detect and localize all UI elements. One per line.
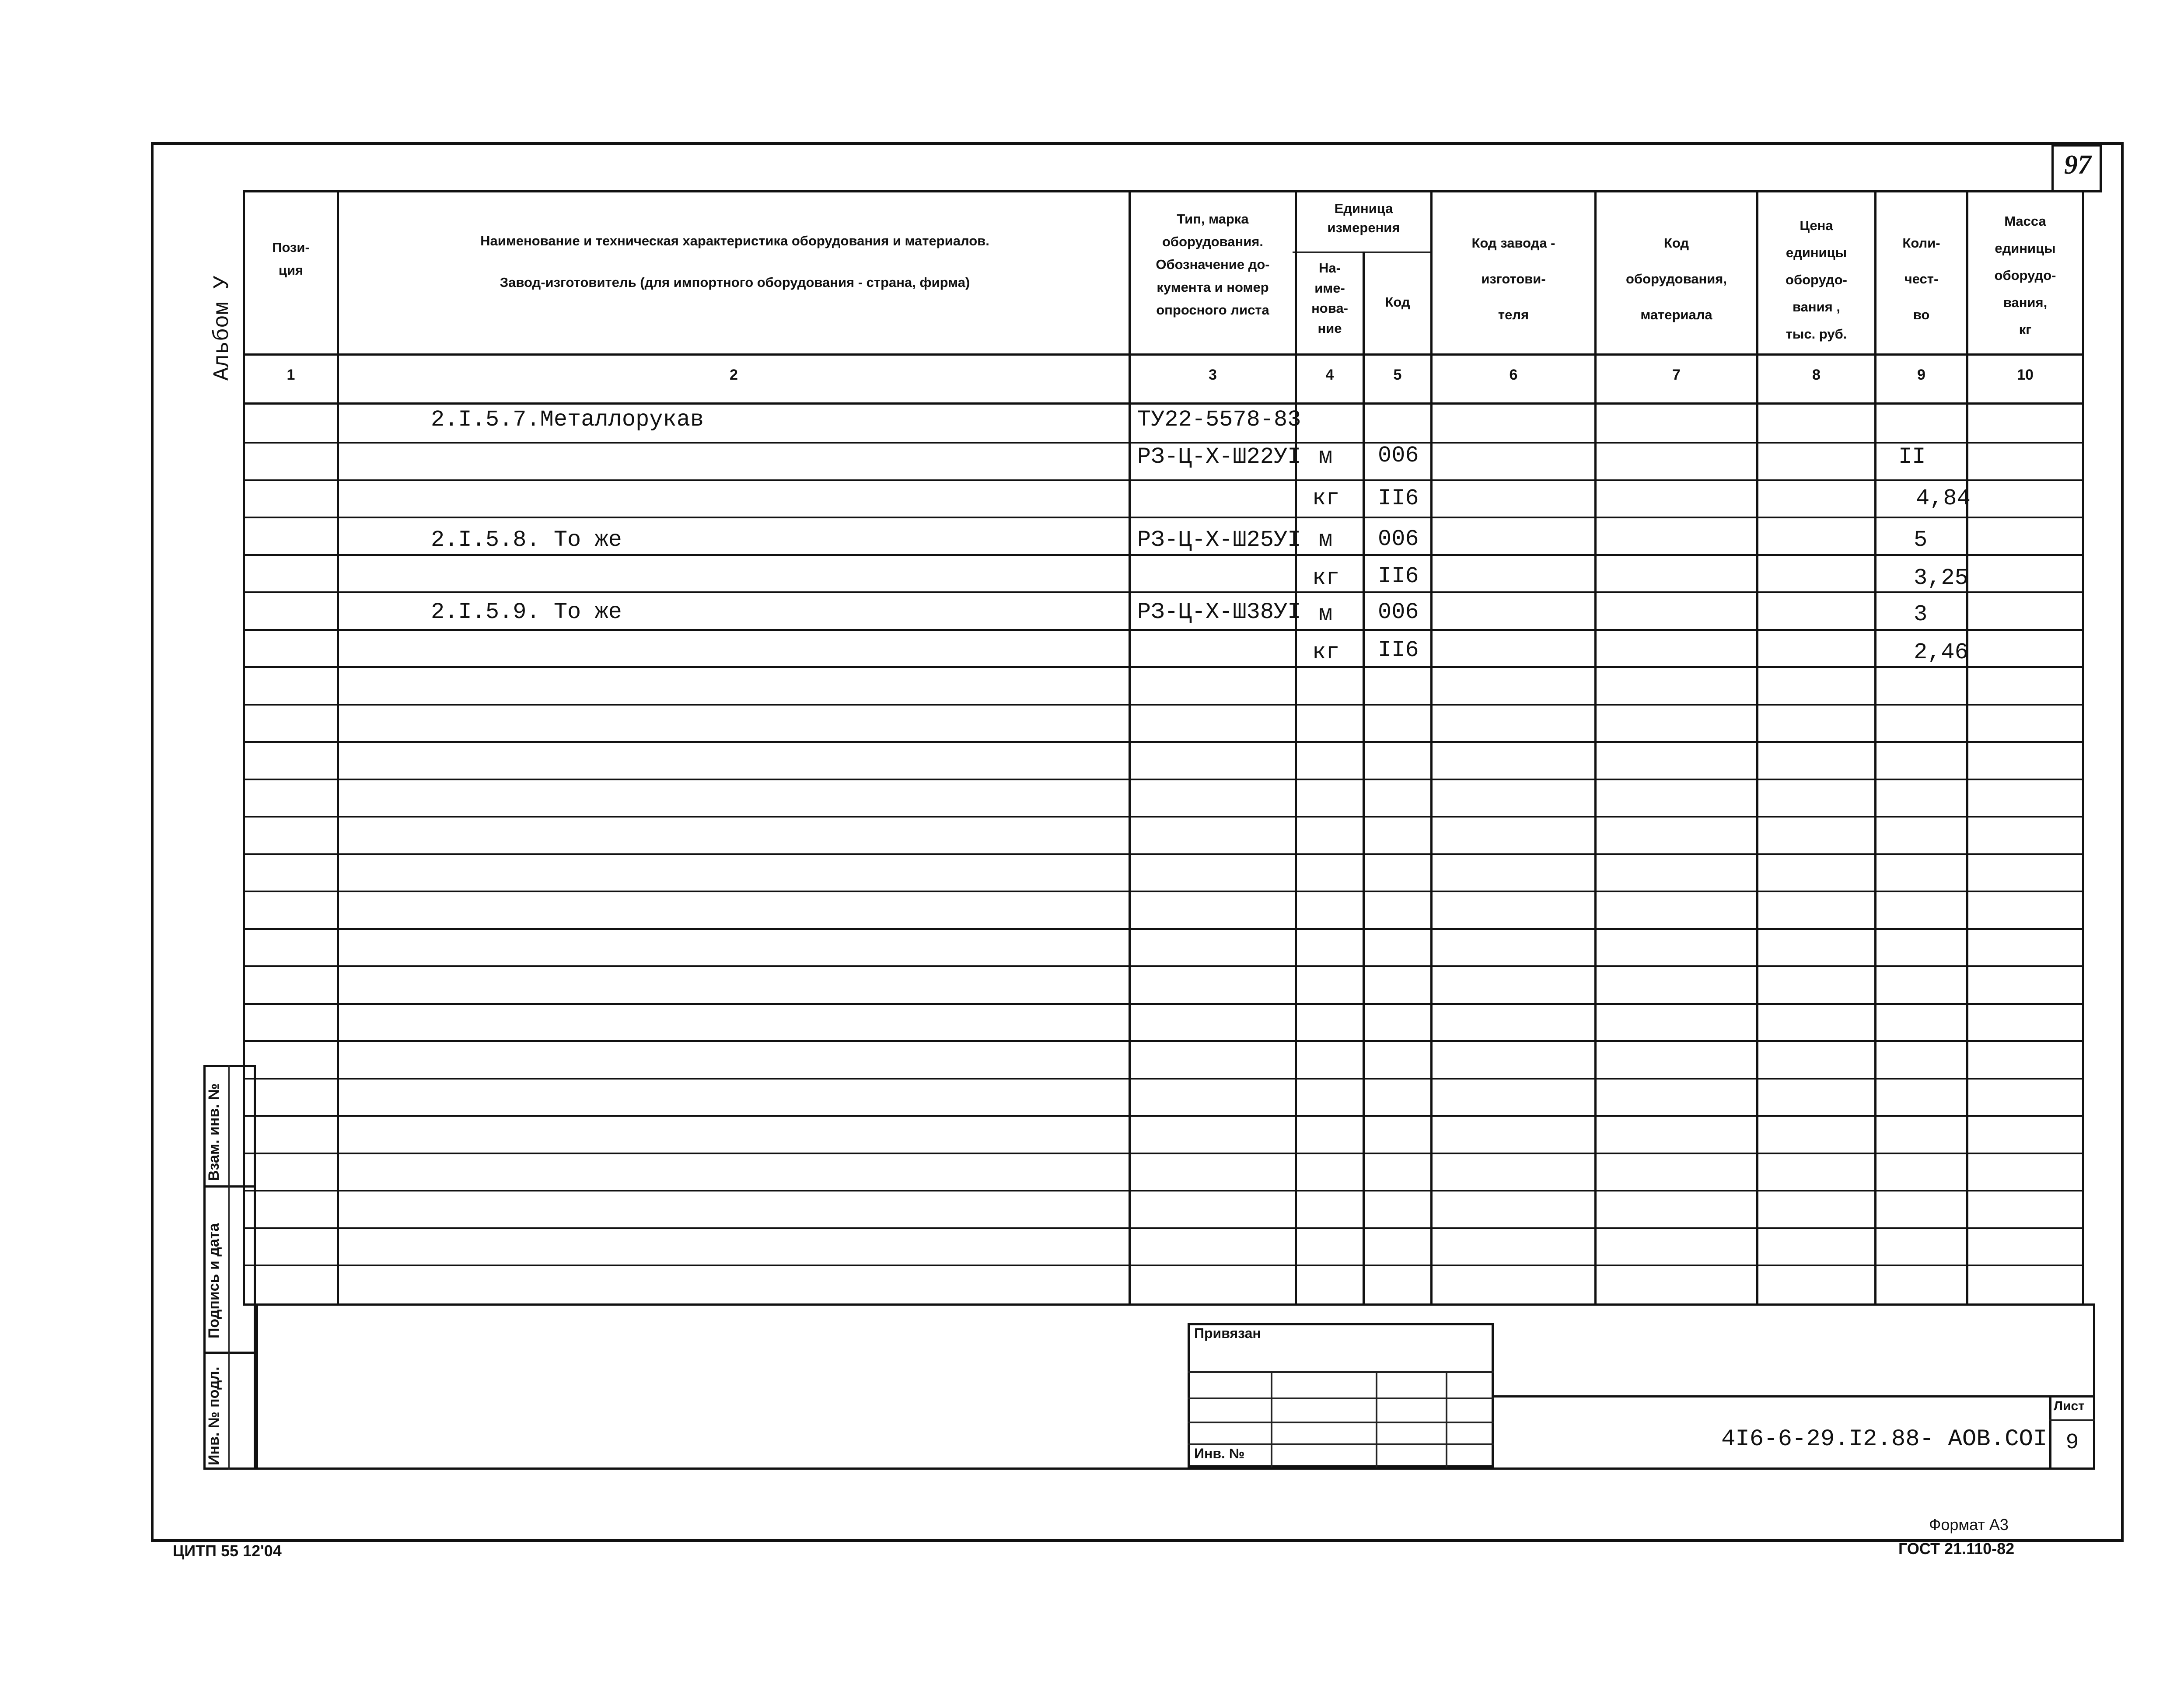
header-factory-code: Код завода - изготови- теля (1471, 235, 1555, 322)
row-2-type: РЗ-Ц-Х-Ш22УI (1137, 444, 1301, 470)
table-row-line (245, 591, 2084, 593)
table-row-line (245, 442, 2084, 444)
table-row-line (245, 779, 2084, 780)
row-3-code: II6 (1378, 486, 1419, 511)
header-unit-name: На- име- нова- ние (1311, 260, 1348, 336)
table-row-line (245, 853, 2084, 855)
table-row-line (245, 629, 2084, 631)
footer-format: Формат А3 (1929, 1516, 2009, 1534)
table-row-line (245, 1040, 2084, 1042)
colnum-5: 5 (1393, 367, 1402, 383)
row-2-code: 006 (1378, 443, 1419, 468)
stamp-line-2 (1188, 1398, 1494, 1399)
colnum-3: 3 (1209, 367, 1217, 383)
document-code: 4I6-6-29.I2.88- АОВ.СОI (1721, 1426, 2048, 1453)
table-row-line (245, 928, 2084, 930)
table-row-line (245, 891, 2084, 892)
row-2-qty: II (1898, 444, 1926, 470)
row-6-code: 006 (1378, 599, 1419, 625)
col-line-5 (1430, 190, 1433, 1306)
table-row-line (245, 965, 2084, 967)
table-row-line (245, 1003, 2084, 1005)
header-type: Тип, марка оборудования. Обозначение до- кумента и номер опросного листа (1156, 211, 1270, 318)
header-name-line2: Завод-изготовитель (для импортного оборудования - страна, фирма) (500, 275, 970, 290)
row-5-code: II6 (1378, 563, 1419, 589)
colnum-2: 2 (730, 367, 738, 383)
table-row-line (245, 741, 2084, 743)
col-line-2 (1129, 190, 1131, 1306)
colnum-10: 10 (2017, 367, 2034, 383)
row-6-unit: м (1319, 601, 1333, 627)
side-label-vzam: Взам. инв. № (206, 1083, 222, 1181)
row-5-qty: 3,25 (1914, 565, 1968, 591)
table-row-line (245, 1265, 2084, 1266)
list-label: Лист (2054, 1399, 2085, 1413)
row-4-qty: 5 (1914, 527, 1928, 553)
side-label-podpis: Подпись и дата (206, 1223, 222, 1338)
col-line-8 (1874, 190, 1876, 1306)
header-unit-group: Единица измерения (1327, 201, 1400, 235)
colnum-1: 1 (287, 367, 295, 383)
colnum-8: 8 (1812, 367, 1821, 383)
table-row-line (245, 816, 2084, 818)
list-number: 9 (2065, 1430, 2079, 1455)
row-6-qty: 3 (1914, 601, 1928, 627)
row-2-unit: м (1319, 444, 1333, 470)
table-row-line (245, 554, 2084, 556)
list-box-divider (2049, 1419, 2095, 1421)
table-row-line (245, 1078, 2084, 1080)
row-6-name: 2.I.5.9. То же (431, 599, 622, 625)
col-line-10 (2082, 190, 2084, 1306)
row-6-type: РЗ-Ц-Х-Ш38УI (1137, 599, 1301, 625)
header-mass: Масса единицы оборудо- вания, кг (1994, 213, 2056, 337)
row-4-name: 2.I.5.8. То же (431, 527, 622, 553)
row-7-code: II6 (1378, 637, 1419, 663)
stamp-line-3 (1188, 1422, 1494, 1423)
row-4-code: 006 (1378, 526, 1419, 552)
row-1-type: ТУ22-5578-83 (1137, 407, 1301, 433)
stamp-line-4 (1188, 1443, 1494, 1445)
table-row-line (245, 1153, 2084, 1154)
stamp-line-1 (1188, 1371, 1494, 1373)
header-unit-code: Код (1385, 294, 1410, 310)
row-4-unit: м (1319, 527, 1333, 553)
row-5-unit: кг (1312, 565, 1340, 591)
row-4-type: РЗ-Ц-Х-Ш25УI (1137, 527, 1301, 553)
row-1-name: 2.I.5.7.Металлорукав (431, 407, 704, 433)
album-label: Альбом У (210, 275, 235, 381)
side-strip-inner (228, 1065, 230, 1470)
col-line-1 (337, 190, 339, 1306)
footer-left: ЦИТП 55 12'04 (173, 1542, 282, 1560)
table-row-line (245, 1190, 2084, 1191)
spec-table (243, 190, 2084, 1306)
header-name-line1: Наименование и техническая характеристика оборудования и материалов. (480, 233, 989, 248)
table-row-line (245, 1227, 2084, 1229)
side-strip-div2 (203, 1352, 256, 1354)
table-row-line (245, 666, 2084, 668)
header-quantity: Коли- чест- во (1902, 235, 1940, 322)
side-strip-div1 (203, 1185, 256, 1188)
colnum-6: 6 (1509, 367, 1518, 383)
side-label-inv: Инв. № подл. (206, 1366, 222, 1465)
header-equipment-code: Код оборудования, материала (1625, 235, 1727, 322)
table-row-line (245, 704, 2084, 706)
stamp-vline-2 (1376, 1371, 1377, 1467)
row-3-qty: 4,84 (1916, 486, 1971, 511)
stamp-vline-3 (1446, 1371, 1447, 1467)
colnum-7: 7 (1672, 367, 1681, 383)
colnum-4: 4 (1325, 367, 1334, 383)
stamp-inv-label: Инв. № (1194, 1446, 1245, 1461)
row-7-unit: кг (1312, 639, 1340, 665)
header-position: Пози- ция (272, 240, 310, 278)
header-price: Цена единицы оборудо- вания , тыс. руб. (1786, 218, 1847, 342)
colnum-9: 9 (1917, 367, 1925, 383)
stamp-privyazan-label: Привязан (1194, 1325, 1261, 1341)
col-line-3 (1295, 190, 1297, 1306)
footer-gost: ГОСТ 21.110-82 (1898, 1540, 2015, 1558)
header-bottom (243, 353, 2084, 356)
unit-group-divider (1293, 252, 1430, 253)
col-line-7 (1756, 190, 1758, 1306)
stamp-vline-1 (1271, 1371, 1272, 1467)
col-line-6 (1594, 190, 1597, 1306)
corner-page-number: 97 (2064, 150, 2091, 180)
table-row-line (245, 517, 2084, 518)
col-line-9 (1966, 190, 1968, 1306)
table-row-line (245, 479, 2084, 481)
colnum-bottom (243, 402, 2084, 405)
row-3-unit: кг (1312, 486, 1340, 511)
row-7-qty: 2,46 (1914, 639, 1968, 665)
table-row-line (245, 1115, 2084, 1117)
title-block-top (1492, 1395, 2095, 1398)
